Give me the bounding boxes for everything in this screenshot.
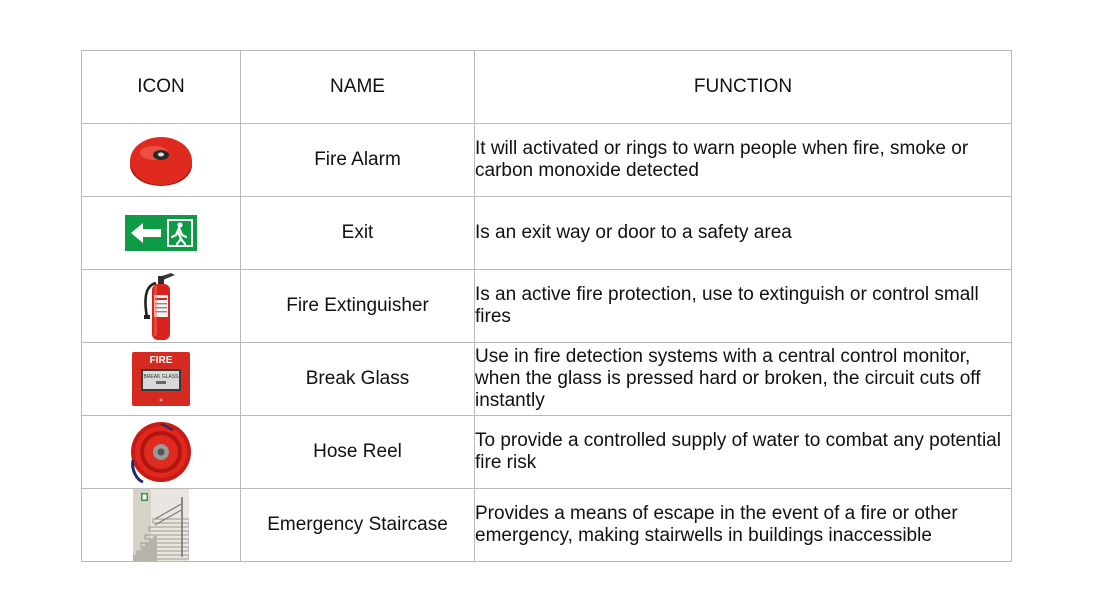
row-name: Exit — [241, 197, 475, 270]
table-row — [82, 343, 1012, 416]
table-row — [82, 270, 1012, 343]
row-name: Fire Extinguisher — [241, 270, 475, 343]
emergency-staircase-icon — [133, 489, 189, 561]
icon-cell — [82, 124, 241, 197]
table-row — [82, 489, 1012, 562]
hose-reel-icon — [129, 420, 193, 484]
row-function: To provide a controlled supply of water to combat any potential fire risk — [475, 416, 1012, 489]
row-function: Is an active fire protection, use to extinguish or control small fires — [475, 270, 1012, 343]
break-glass-top-label: FIRE — [149, 355, 173, 366]
row-name: Break Glass — [241, 343, 475, 416]
row-name: Hose Reel — [241, 416, 475, 489]
header-icon: ICON — [82, 51, 241, 124]
table-row — [82, 197, 1012, 270]
fire-safety-table — [81, 50, 1012, 562]
icon-cell — [82, 270, 241, 343]
row-name: Fire Alarm — [241, 124, 475, 197]
icon-cell — [82, 489, 241, 562]
icon-cell — [82, 197, 241, 270]
header-name: NAME — [241, 51, 475, 124]
break-glass-panel-label: BREAK GLASS — [143, 374, 179, 380]
row-function: Provides a means of escape in the event of a fire or other emergency, making stairwells in buildings inaccessible — [475, 489, 1012, 562]
row-name: Emergency Staircase — [241, 489, 475, 562]
icon-cell — [82, 343, 241, 416]
table-row — [82, 124, 1012, 197]
table-row — [82, 416, 1012, 489]
fire-alarm-bell-icon — [128, 131, 194, 189]
table-header-row — [82, 51, 1012, 124]
row-function: Is an exit way or door to a safety area — [475, 197, 1012, 270]
exit-sign-icon — [125, 215, 197, 251]
header-function: FUNCTION — [475, 51, 1012, 124]
icon-cell — [82, 416, 241, 489]
break-glass-icon — [132, 352, 190, 406]
row-function: It will activated or rings to warn people when fire, smoke or carbon monoxide detected — [475, 124, 1012, 197]
fire-extinguisher-icon — [141, 271, 181, 341]
row-function: Use in fire detection systems with a central control monitor, when the glass is pressed hard or broken, the circuit cuts off instantly — [475, 343, 1012, 416]
